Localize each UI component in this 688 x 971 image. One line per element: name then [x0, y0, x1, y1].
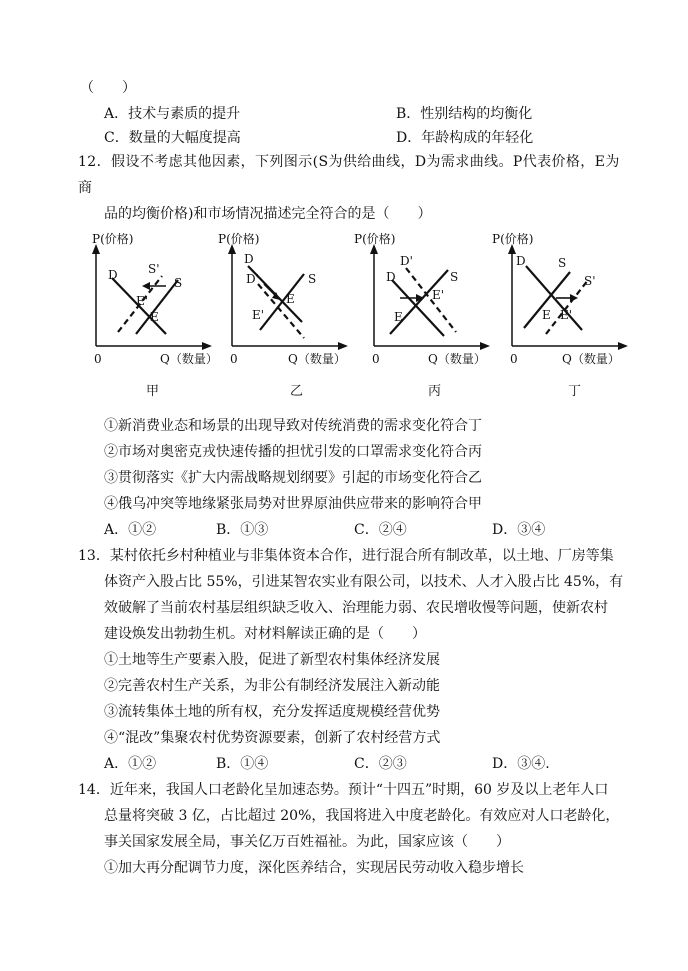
- graph-bing-label-d: D: [386, 270, 396, 284]
- graph-ding-label-d: D: [516, 254, 526, 268]
- q13-stem-line2: 体资产入股占比 55%，引进某智农实业有限公司，以技术、人才入股占比 45%，有: [104, 574, 624, 590]
- graph-bing-label-d-prime: D': [400, 254, 413, 268]
- graph-bing-label-s: S: [450, 270, 459, 284]
- graph-jia-label-e-prime: E': [136, 294, 149, 308]
- graph-bing-label-e-prime: E': [432, 288, 445, 302]
- q11-option-d: D．年龄构成的年轻化: [396, 130, 534, 146]
- graph-jia-origin: 0: [94, 352, 102, 366]
- q14-statement-1: ①加大再分配调节力度，深化医养结合，实现居民劳动收入稳步增长: [104, 860, 524, 876]
- graph-jia: [78, 232, 218, 376]
- q11-stem-end: （ ）: [80, 80, 136, 96]
- graph-ding: [492, 232, 634, 376]
- q14-stem-line2: 总量将突破 3 亿，占比超过 20%，我国将进入中度老龄化。有效应对人口老龄化，: [104, 808, 620, 824]
- graph-ding-label-e: E: [542, 308, 551, 322]
- graph-yi-label-e-prime: E': [252, 308, 265, 322]
- graph-ding-caption: 丁: [568, 384, 582, 399]
- graph-yi-origin: 0: [230, 352, 238, 366]
- graph-jia-y-axis: P(价格): [92, 232, 134, 246]
- q13-statement-4: ④“混改”集聚农村优势资源要素，创新了农村经营方式: [104, 730, 441, 746]
- graph-ding-label-s: S: [558, 256, 567, 270]
- q12-statement-2: ②市场对奥密克戎快速传播的担忧引发的口罩需求变化符合丙: [104, 444, 482, 460]
- q13-statement-1: ①土地等生产要素入股，促进了新型农村集体经济发展: [104, 652, 440, 668]
- q12-stem-line2: 品的均衡价格)和市场情况描述完全符合的是（ ）: [104, 206, 432, 222]
- q13-stem-line4: 建设焕发出勃勃生机。对材料解读正确的是（ ）: [104, 626, 426, 642]
- graph-yi-caption: 乙: [290, 384, 304, 399]
- graph-bing: [354, 232, 496, 376]
- q13-option-d: D．③④.: [492, 756, 550, 772]
- graph-yi-label-e: E: [286, 292, 295, 306]
- q12-statement-1: ①新消费业态和场景的出现导致对传统消费的需求变化符合丁: [104, 418, 482, 434]
- graph-bing-label-e: E: [394, 310, 403, 324]
- graph-yi-label-s: S: [308, 272, 317, 286]
- q13-option-c: C．②③: [354, 756, 407, 772]
- q13-statement-3: ③流转集体土地的所有权，充分发挥适度规模经营优势: [104, 704, 440, 720]
- graph-yi-y-axis: P(价格): [218, 232, 260, 246]
- graph-bing-origin: 0: [372, 352, 380, 366]
- q12-option-b: B．①③: [216, 522, 269, 538]
- graph-jia-x-axis: Q（数量）: [160, 352, 218, 366]
- graph-ding-origin: 0: [510, 352, 518, 366]
- graph-ding-label-s-prime: S': [584, 274, 596, 288]
- q12-stem-line1b: 商: [78, 180, 92, 196]
- q12-statement-3: ③贯彻落实《扩大内需战略规划纲要》引起的市场变化符合乙: [104, 470, 482, 486]
- q11-option-c: C．数量的大幅度提高: [104, 130, 241, 146]
- graph-ding-y-axis: P(价格): [492, 232, 534, 246]
- graph-yi-label-d-prime: D': [246, 272, 259, 286]
- q13-stem-line1: 13．某村依托乡村种植业与非集体资本合作，进行混合所有制改革，以土地、厂房等集: [78, 548, 614, 564]
- q11-option-a: A．技术与素质的提升: [104, 106, 241, 122]
- q12-option-d: D．③④: [492, 522, 546, 538]
- graph-ding-label-e-prime: E': [560, 308, 573, 322]
- graph-bing-x-axis: Q（数量）: [428, 352, 486, 366]
- graph-ding-x-axis: Q（数量）: [562, 352, 620, 366]
- graph-bing-y-axis: P(价格): [354, 232, 396, 246]
- q12-option-c: C．②④: [354, 522, 407, 538]
- q13-statement-2: ②完善农村生产关系，为非公有制经济发展注入新动能: [104, 678, 440, 694]
- q13-stem-line3: 效破解了当前农村基层组织缺乏收入、治理能力弱、农民增收慢等问题，使新农村: [104, 600, 608, 616]
- graph-jia-caption: 甲: [146, 384, 160, 399]
- q13-option-a: A．①②: [104, 756, 157, 772]
- graph-jia-label-d: D: [108, 268, 118, 282]
- graph-yi-label-d: D: [244, 252, 254, 266]
- q12-option-a: A．①②: [104, 522, 157, 538]
- q12-statement-4: ④俄乌冲突等地缘紧张局势对世界原油供应带来的影响符合甲: [104, 496, 482, 512]
- q11-option-b: B．性别结构的均衡化: [396, 106, 533, 122]
- q12-stem-line1: 12．假设不考虑其他因素，下列图示(S为供给曲线，D为需求曲线。P代表价格，E为: [78, 154, 620, 170]
- graph-jia-label-s: S: [174, 276, 183, 290]
- graph-bing-caption: 丙: [428, 384, 442, 399]
- graph-yi: [214, 232, 354, 376]
- graph-jia-label-e: E: [150, 310, 159, 324]
- q14-stem-line1: 14．近年来，我国人口老龄化呈加速态势。预计“十四五”时期，60 岁及以上老年人口: [78, 782, 609, 798]
- q13-option-b: B．①④: [216, 756, 269, 772]
- graph-jia-label-s-prime: S': [148, 262, 160, 276]
- graph-yi-x-axis: Q（数量）: [288, 352, 346, 366]
- q14-stem-line3: 事关国家发展全局，事关亿万百姓福祉。为此，国家应该（ ）: [104, 834, 510, 850]
